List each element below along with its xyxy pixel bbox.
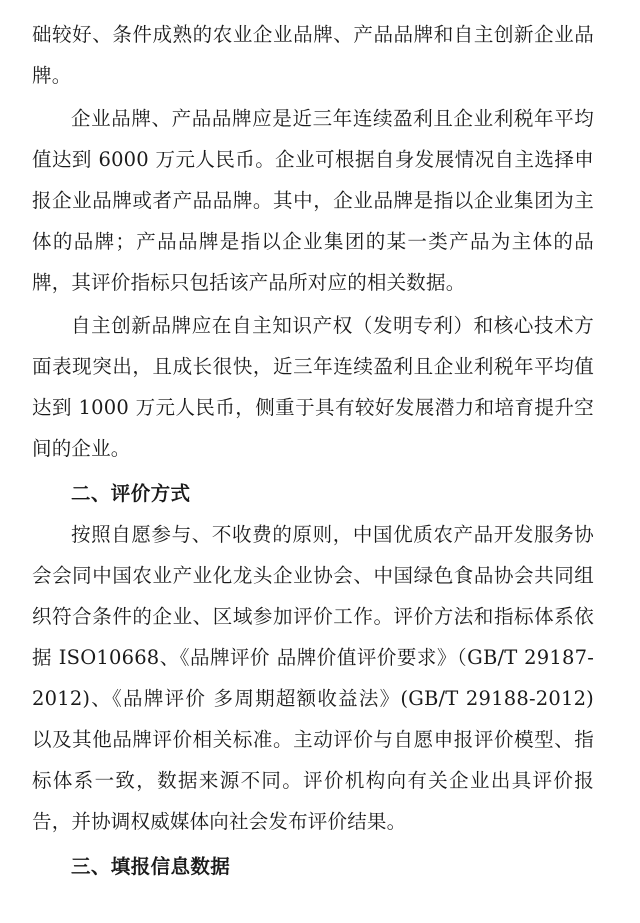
paragraph-evaluation-method: 按照自愿参与、不收费的原则，中国优质农产品开发服务协会会同中国农业产业化龙头企业协会、中国绿色食品协会共同组织符合条件的企业、区域参加评价工作。评价方法和指标体系依据 ISO10668、《品牌评价 品牌价值评价要求》（GB/T 29187-2012)、《品牌评价 多周期超额收益法》(GB/T 29188-2012) 以及其他品牌评价相关标准。主动评价与自愿申报评价模型、指标体系一致，数据来源不同。评价机构向有关企业出具评价报告，并协调权威媒体向社会发布评价结果。 xyxy=(32,523,594,833)
paragraph-innovation-brand: 自主创新品牌应在自主知识产权（发明专利）和核心技术方面表现突出，且成长很快，近三年连续盈利且企业利税年平均值达到 1000 万元人民币，侧重于具有较好发展潜力和培育提升空间的企业。 xyxy=(32,314,594,460)
paragraph-continued: 础较好、条件成熟的农业企业品牌、产品品牌和自主创新企业品牌。 xyxy=(32,23,594,87)
heading-report-data: 三、填报信息数据 xyxy=(71,855,231,878)
paragraph-brand-requirements: 企业品牌、产品品牌应是近三年连续盈利且企业利税年平均值达到 6000 万元人民币。企业可根据自身发展情况自主选择申报企业品牌或者产品品牌。其中，企业品牌是指以企业集团为主体的品牌；产品品牌是指以企业集团的某一类产品为主体的品牌，其评价指标只包括该产品所对应的相关数据。 xyxy=(32,107,594,294)
heading-evaluation-method: 二、评价方式 xyxy=(71,482,191,505)
